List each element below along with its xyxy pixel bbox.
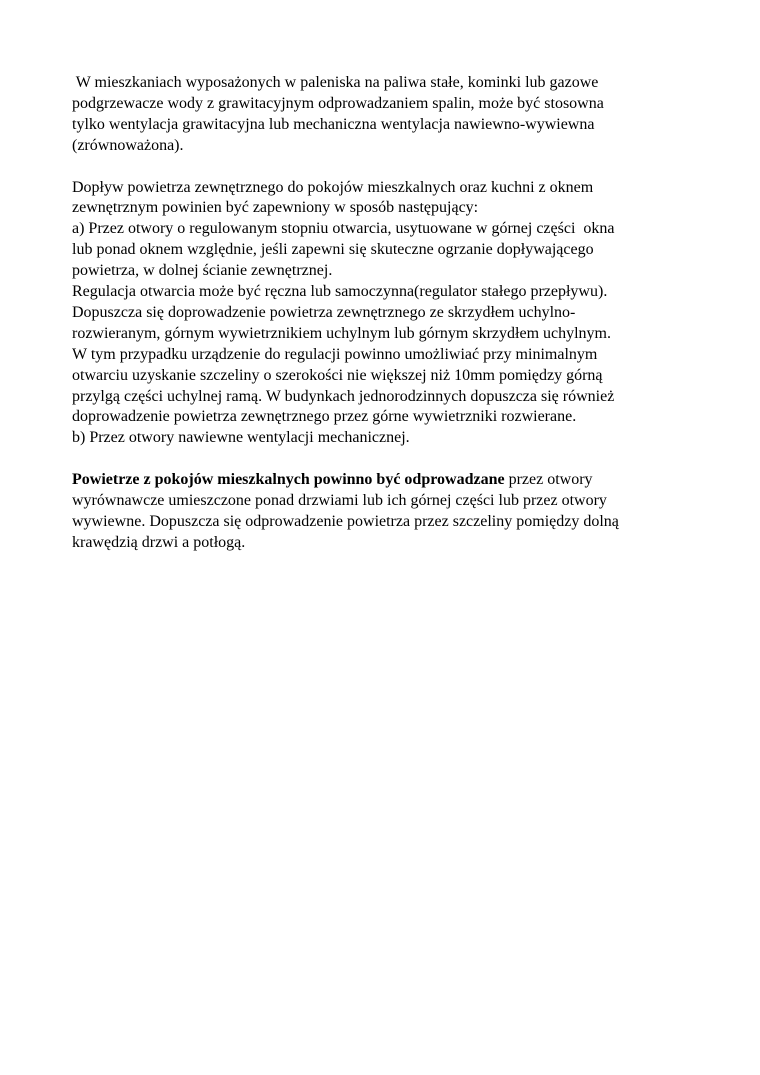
text-line: lub ponad oknem względnie, jeśli zapewni się skuteczne ogrzanie dopływającego bbox=[72, 241, 594, 259]
text-line: otwarciu uzyskanie szczeliny o szerokości nie większej niż 10mm pomiędzy górną bbox=[72, 366, 603, 384]
text-line: b) Przez otwory nawiewne wentylacji mechanicznej. bbox=[72, 429, 410, 447]
paragraph-fireplaces-ventilation bbox=[72, 73, 702, 157]
text-line: doprowadzenie powietrza zewnętrznego przez górne wywietrzniki rozwierane. bbox=[72, 408, 577, 426]
text-line: wyrównawcze umieszczone ponad drzwiami lub ich górnej części lub przez otwory bbox=[72, 492, 607, 510]
paragraph-air-exhaust bbox=[72, 470, 702, 554]
text-line bbox=[72, 470, 702, 491]
text-line: a) Przez otwory o regulowanym stopniu otwarcia, usytuowane w górnej części okna bbox=[72, 220, 615, 238]
text-line: tylko wentylacja grawitacyjna lub mechaniczna wentylacja nawiewno-wywiewna bbox=[72, 115, 595, 133]
text-line: rozwieranym, górnym wywietrznikiem uchylnym lub górnym skrzydłem uchylnym. bbox=[72, 324, 611, 342]
text-line: W tym przypadku urządzenie do regulacji powinno umożliwiać przy minimalnym bbox=[72, 345, 598, 363]
text-line: Dopuszcza się doprowadzenie powietrza zewnętrznego ze skrzydłem uchylno- bbox=[72, 303, 576, 321]
paragraph-outdoor-air-supply bbox=[72, 178, 702, 450]
bold-lead-phrase: Powietrze z pokojów mieszkalnych powinno być odprowadzane bbox=[72, 471, 505, 489]
paragraph-spacer bbox=[72, 157, 702, 178]
document-body bbox=[72, 73, 702, 554]
text-line: zewnętrznym powinien być zapewniony w sposób następujący: bbox=[72, 199, 479, 217]
text-line: W mieszkaniach wyposażonych w paleniska na paliwa stałe, kominki lub gazowe bbox=[72, 74, 599, 91]
text-line: podgrzewacze wody z grawitacyjnym odprowadzaniem spalin, może być stosowna bbox=[72, 94, 604, 112]
text-line: Dopływ powietrza zewnętrznego do pokojów mieszkalnych oraz kuchni z oknem bbox=[72, 178, 594, 196]
text-line: (zrównoważona). bbox=[72, 136, 184, 154]
text-line: powietrza, w dolnej ścianie zewnętrznej. bbox=[72, 262, 333, 280]
text-line: przylgą części uchylnej ramą. W budynkach jednorodzinnych dopuszcza się również bbox=[72, 387, 615, 405]
text-fragment: przez otwory bbox=[504, 471, 593, 489]
text-line: Regulacja otwarcia może być ręczna lub samoczynna(regulator stałego przepływu). bbox=[72, 283, 608, 301]
text-line: wywiewne. Dopuszcza się odprowadzenie powietrza przez szczeliny pomiędzy dolną bbox=[72, 513, 619, 530]
paragraph-spacer bbox=[72, 449, 702, 470]
text-line: krawędzią drzwi a potłogą. bbox=[72, 533, 246, 551]
